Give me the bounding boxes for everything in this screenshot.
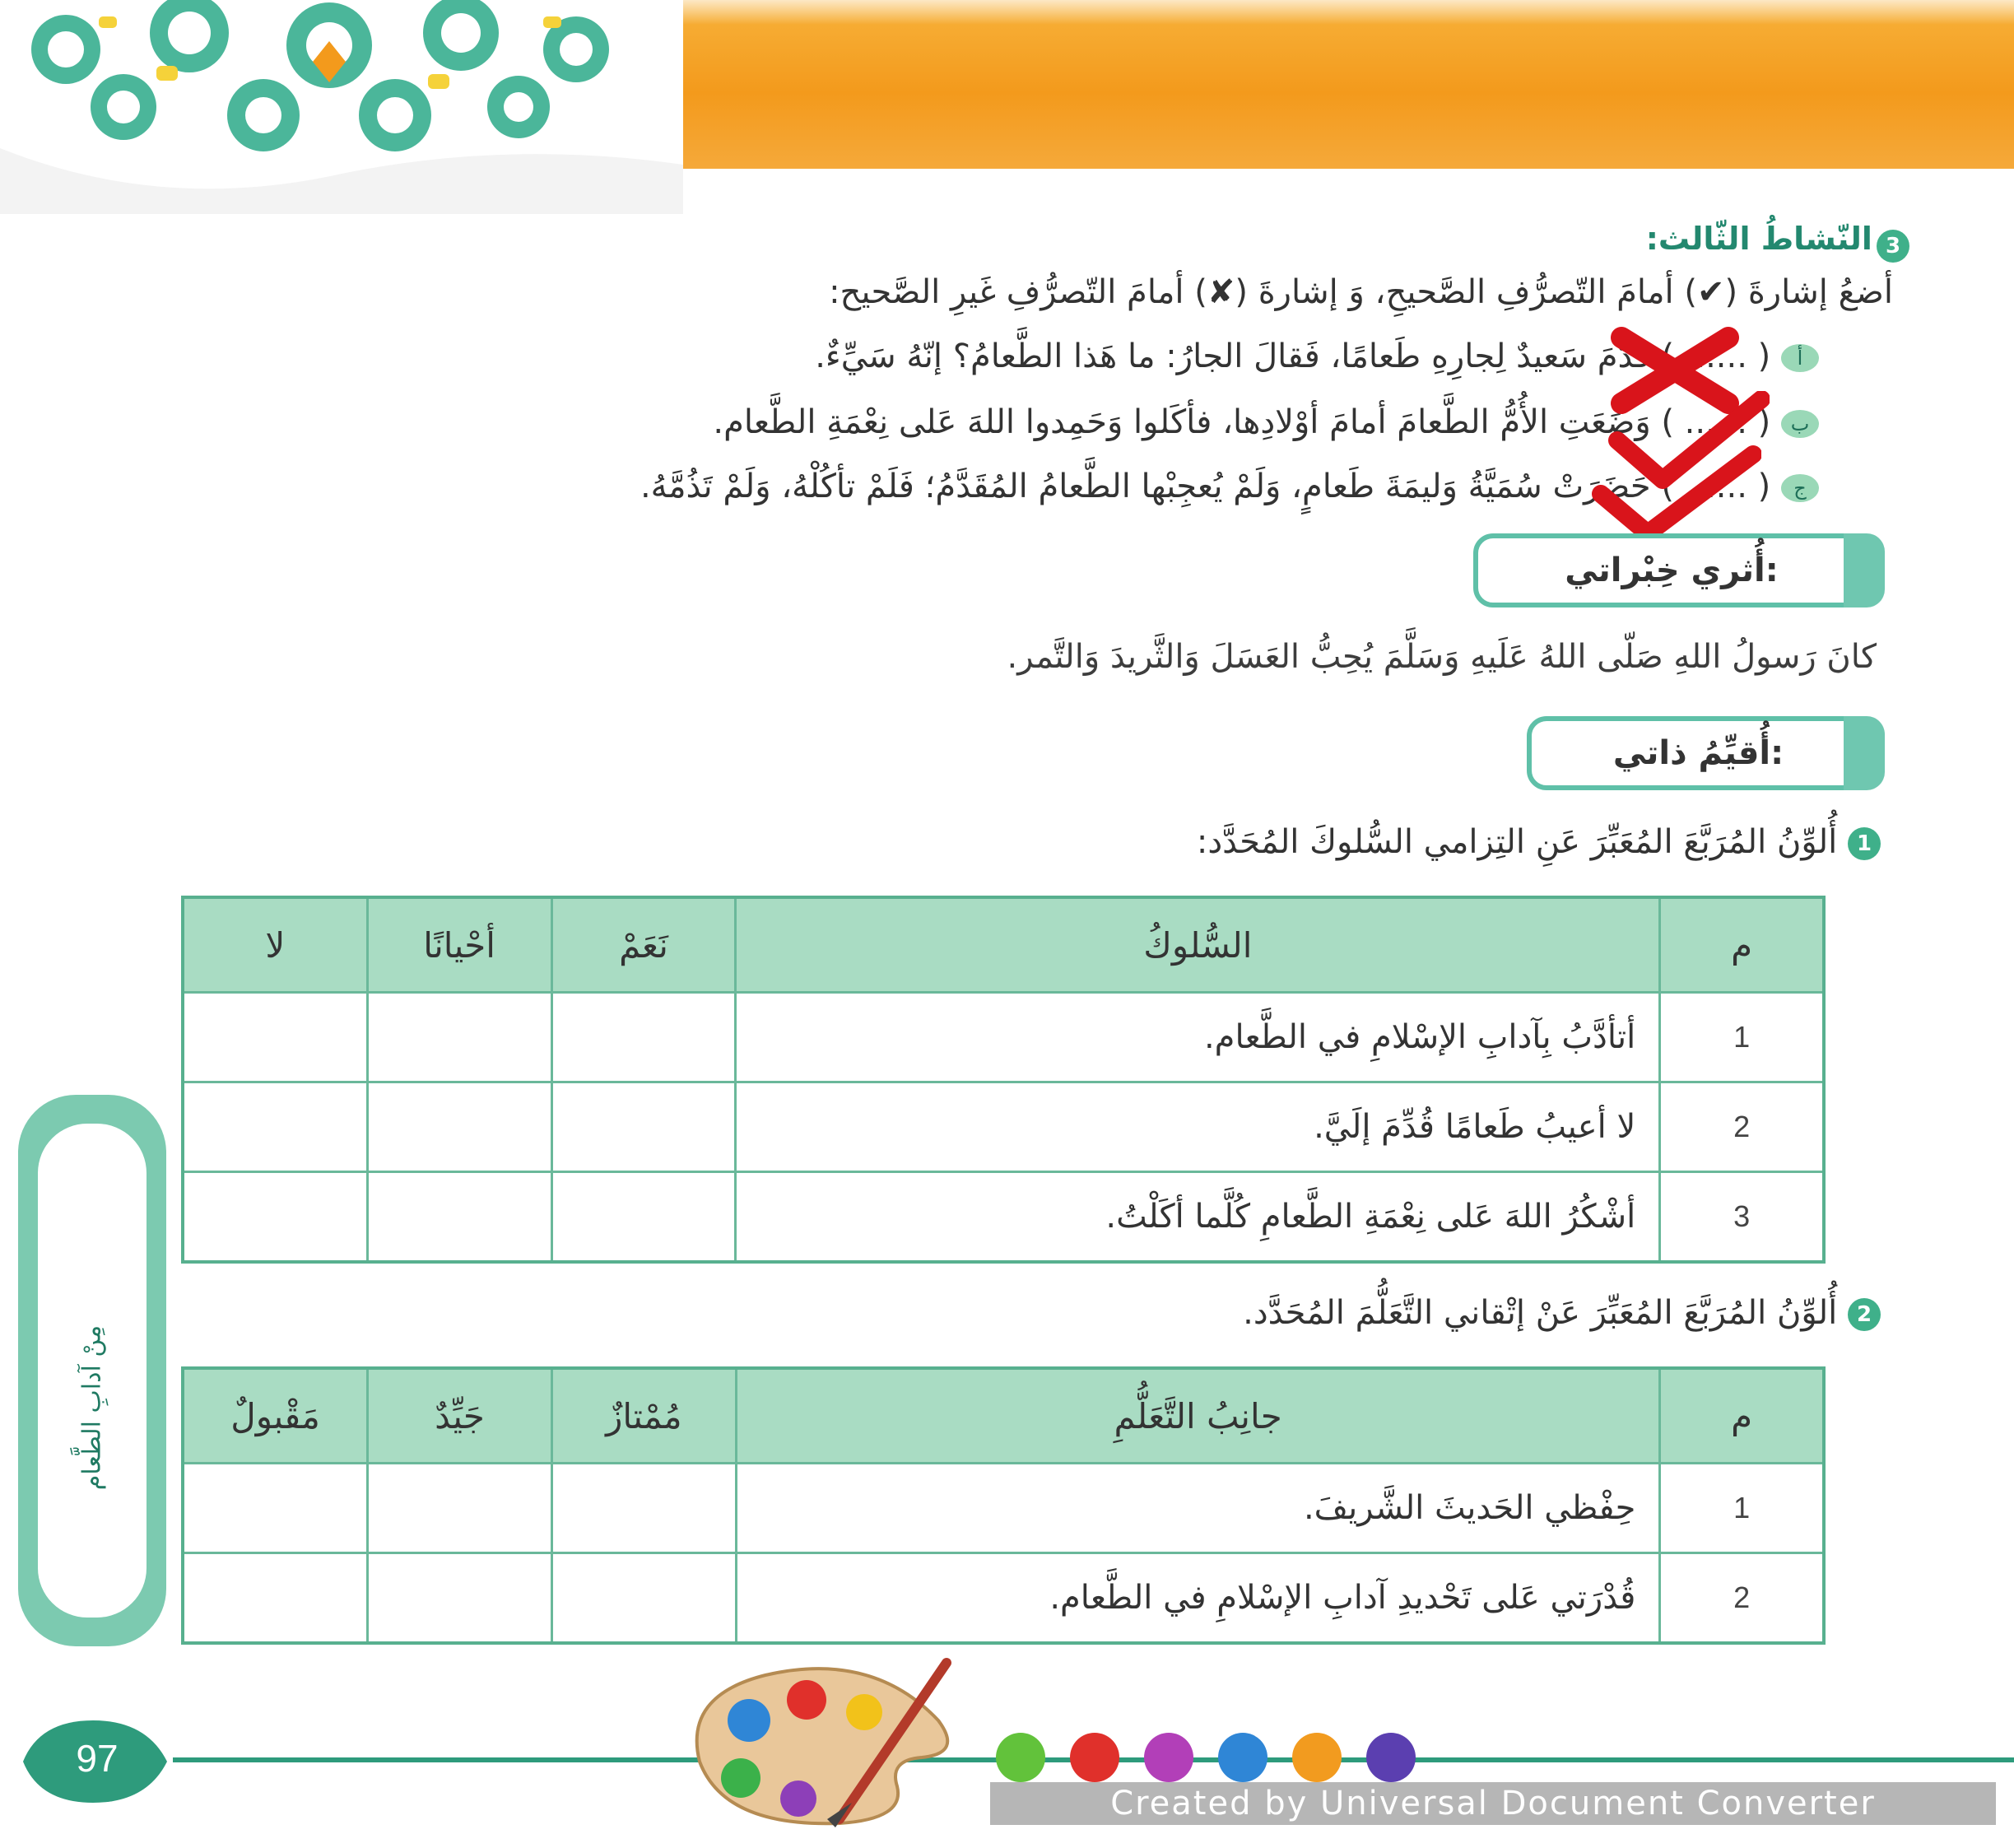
watermark: Created by Universal Document Converter: [990, 1782, 1996, 1825]
answer-cell-yes[interactable]: [551, 1172, 736, 1263]
col-header-sometimes: أحْيانًا: [367, 897, 551, 993]
activity-item-c: [230, 468, 1819, 519]
enrich-heading-box: [1473, 533, 1870, 607]
col-header-good: جَيِّدٌ: [368, 1368, 552, 1464]
side-tab-label: مِنْ آدابِ الطَّعام: [77, 1324, 107, 1491]
answer-cell-sometimes[interactable]: [367, 993, 551, 1082]
answer-cell-sometimes[interactable]: [367, 1082, 551, 1172]
answer-cell-yes[interactable]: [551, 993, 736, 1082]
answer-cell-sometimes[interactable]: [367, 1172, 551, 1263]
table-row: [183, 993, 1824, 1082]
row-text: أشْكُرُ اللهَ عَلى نِعْمَةِ الطَّعامِ كُلَّما أكَلْتُ.: [736, 1172, 1660, 1263]
behavior-table: [181, 896, 1826, 1264]
answer-cell-good[interactable]: [368, 1464, 552, 1553]
answer-cell-excellent[interactable]: [551, 1553, 736, 1644]
activity-number: 3: [1877, 230, 1909, 263]
banner-highlight: [461, 0, 2014, 25]
col-header-no: لا: [183, 897, 367, 993]
item-text: ( ...... ) قَدَّمَ سَعيدٌ لِجارِهِ طَعامًا، فَقالَ الجارُ: ما هَذا الطَّعامُ؟ إنّهُ سَيِّءٌ.: [815, 337, 1771, 375]
row-index: 3: [1660, 1172, 1824, 1263]
row-index: 1: [1660, 993, 1824, 1082]
row-text: قُدْرَتي عَلى تَحْديدِ آدابِ الإسْلامِ في الطَّعام.: [736, 1553, 1659, 1644]
question-text: أُلوِّنُ المُرَبَّعَ المُعَبِّرَ عَنِ التِزامي السُّلوكَ المُحَدَّد:: [1196, 823, 1838, 861]
col-header-behavior: السُّلوكُ: [736, 897, 1660, 993]
col-header-excellent: مُمْتازٌ: [551, 1368, 736, 1464]
item-marker: أ: [1781, 344, 1819, 372]
color-dots-decoration: [979, 1725, 1440, 1790]
answer-cell-no[interactable]: [183, 1082, 367, 1172]
activity-title: النّشاطُ الثّالث:: [1645, 221, 1872, 257]
question-number: 1: [1848, 827, 1881, 860]
item-text: ( ...... ) وَضَعَتِ الأُمُّ الطَّعامَ أمامَ أوْلادِها، فأكَلوا وَحَمِدوا اللهَ عَلى نِعْمَةِ الطَّعام.: [713, 403, 1771, 441]
table-row: [183, 1082, 1824, 1172]
question-text: أُلوِّنُ المُرَبَّعَ المُعَبِّرَ عَنْ إتْقاني التَّعَلُّمَ المُحَدَّد.: [1243, 1294, 1838, 1332]
answer-cell-yes[interactable]: [551, 1082, 736, 1172]
ornament-decoration: [0, 0, 683, 214]
table-row: [183, 1553, 1824, 1644]
item-marker: ب: [1781, 410, 1819, 438]
palette-icon: [675, 1655, 971, 1836]
col-header-index: م: [1660, 897, 1824, 993]
col-header-index: م: [1660, 1368, 1824, 1464]
activity-instruction: أضعُ إشارةَ (✔) أمامَ التّصرُّفِ الصَّحيحِ، وَ إشارةَ (✘) أمامَ التّصرُّفِ غَيرِ الصَّحيح:: [829, 273, 1893, 311]
col-header-yes: نَعَمْ: [551, 897, 736, 993]
enrich-heading: أُثري خِبْراتي:: [1565, 552, 1779, 589]
row-text: أتأدَّبُ بِآدابِ الإسْلامِ في الطَّعام.: [736, 993, 1660, 1082]
self-eval-heading: أُقيِّمُ ذاتي:: [1612, 734, 1784, 772]
heading-tab: [1844, 533, 1885, 607]
item-text: ( ...... ) حَضَرَتْ سُمَيَّةُ وَليمَةَ طَعامٍ، وَلَمْ يُعجِبْها الطَّعامُ المُقَدَّمُ؛ فَلَمْ تأكُلْهُ، وَلَمْ تَذُمَّهُ.: [640, 468, 1771, 505]
side-tab-label-box: [48, 1301, 138, 1515]
page-number: 97: [76, 1737, 119, 1780]
page-number-badge: [7, 1712, 179, 1811]
col-header-acceptable: مَقْبولٌ: [183, 1368, 368, 1464]
row-index: 1: [1660, 1464, 1824, 1553]
answer-cell-acceptable[interactable]: [183, 1464, 368, 1553]
table-header-row: [183, 1368, 1824, 1464]
answer-cell-no[interactable]: [183, 1172, 367, 1263]
row-index: 2: [1660, 1553, 1824, 1644]
col-header-learning-aspect: جانِبُ التَّعَلُّمِ: [736, 1368, 1659, 1464]
enrich-text: كانَ رَسولُ اللهِ صَلّى اللهُ عَلَيهِ وَسَلَّمَ يُحِبُّ العَسَلَ وَالثَّريدَ وَالتَّمر.: [1007, 638, 1877, 676]
row-text: لا أعيبُ طَعامًا قُدِّمَ إلَيَّ.: [736, 1082, 1660, 1172]
answer-cell-good[interactable]: [368, 1553, 552, 1644]
item-marker: ج: [1781, 474, 1819, 502]
table-row: [183, 1464, 1824, 1553]
table-row: [183, 1172, 1824, 1263]
question-1: [1070, 823, 1881, 873]
top-banner: [461, 0, 2014, 169]
question-2: [1103, 1294, 1881, 1343]
learning-table: [181, 1366, 1826, 1645]
question-number: 2: [1848, 1298, 1881, 1331]
answer-cell-no[interactable]: [183, 993, 367, 1082]
answer-cell-acceptable[interactable]: [183, 1553, 368, 1644]
answer-cell-excellent[interactable]: [551, 1464, 736, 1553]
self-eval-heading-box: [1527, 716, 1870, 790]
check-mark-icon: [1588, 445, 1761, 543]
heading-tab: [1844, 716, 1885, 790]
row-index: 2: [1660, 1082, 1824, 1172]
table-header-row: [183, 897, 1824, 993]
activity-heading: [1399, 221, 1909, 265]
row-text: حِفْظي الحَديثَ الشَّريفَ.: [736, 1464, 1659, 1553]
